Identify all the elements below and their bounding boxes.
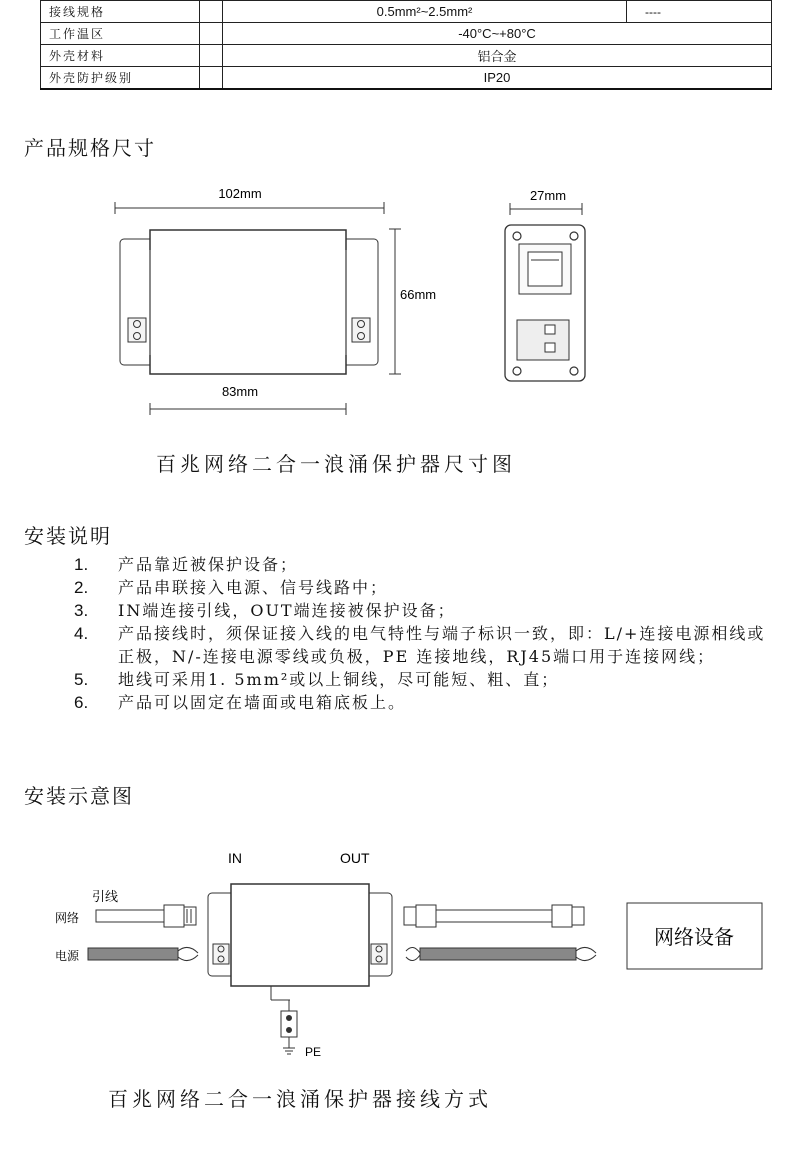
list-item: 1. 产品靠近被保护设备；: [74, 555, 299, 574]
spec-key: 外壳防护级别: [41, 67, 200, 90]
list-item: 3. IN端连接引线，OUT端连接被保护设备；: [74, 601, 456, 620]
wiring-caption: 百兆网络二合一浪涌保护器接线方式: [108, 1087, 492, 1111]
dims-heading: 产品规格尺寸: [24, 136, 156, 160]
install-heading: 安装说明: [24, 524, 112, 548]
spec-value: 铝合金: [223, 45, 772, 67]
spec-key: 外壳材料: [41, 45, 200, 67]
install-steps: [74, 553, 774, 714]
spec-value: -40°C~+80°C: [223, 23, 772, 45]
power-label: 电源: [55, 949, 80, 963]
out-label: OUT: [340, 850, 370, 866]
in-label: IN: [228, 850, 242, 866]
list-item: 2. 产品串联接入电源、信号线路中；: [74, 578, 389, 597]
spec-key: 接线规格: [41, 1, 200, 23]
height-dimension-label: 66mm: [400, 287, 437, 302]
width-dimension-label: 102mm: [218, 186, 262, 201]
network-label: 网络: [55, 911, 80, 925]
pe-label: PE: [305, 1045, 322, 1059]
depth-dimension-label: 27mm: [529, 188, 567, 203]
spec-value: IP20: [223, 67, 772, 90]
dims-caption: 百兆网络二合一浪涌保护器尺寸图: [156, 452, 516, 476]
lead-label: 引线: [92, 889, 119, 904]
spec-key: 工作温区: [41, 23, 200, 45]
wiring-heading: 安装示意图: [24, 784, 134, 808]
list-item: 4. 产品接线时，须保证接入线的电气特性与端子标识一致，即：L/+连接电源相线或正极，N/-连接电源零线或负极，PE 连接地线，RJ45端口用于连接网线；: [74, 624, 766, 666]
spec-extra: ----: [627, 1, 772, 23]
spec-value: 0.5mm²~2.5mm²: [223, 1, 627, 23]
device-label: 网络设备: [654, 927, 734, 949]
list-item: 5. 地线可采用1. 5mm²或以上铜线，尽可能短、粗、直；: [74, 670, 560, 689]
inner-dimension-label: 83mm: [221, 384, 259, 399]
list-item: 6. 产品可以固定在墙面或电箱底板上。: [74, 693, 407, 712]
